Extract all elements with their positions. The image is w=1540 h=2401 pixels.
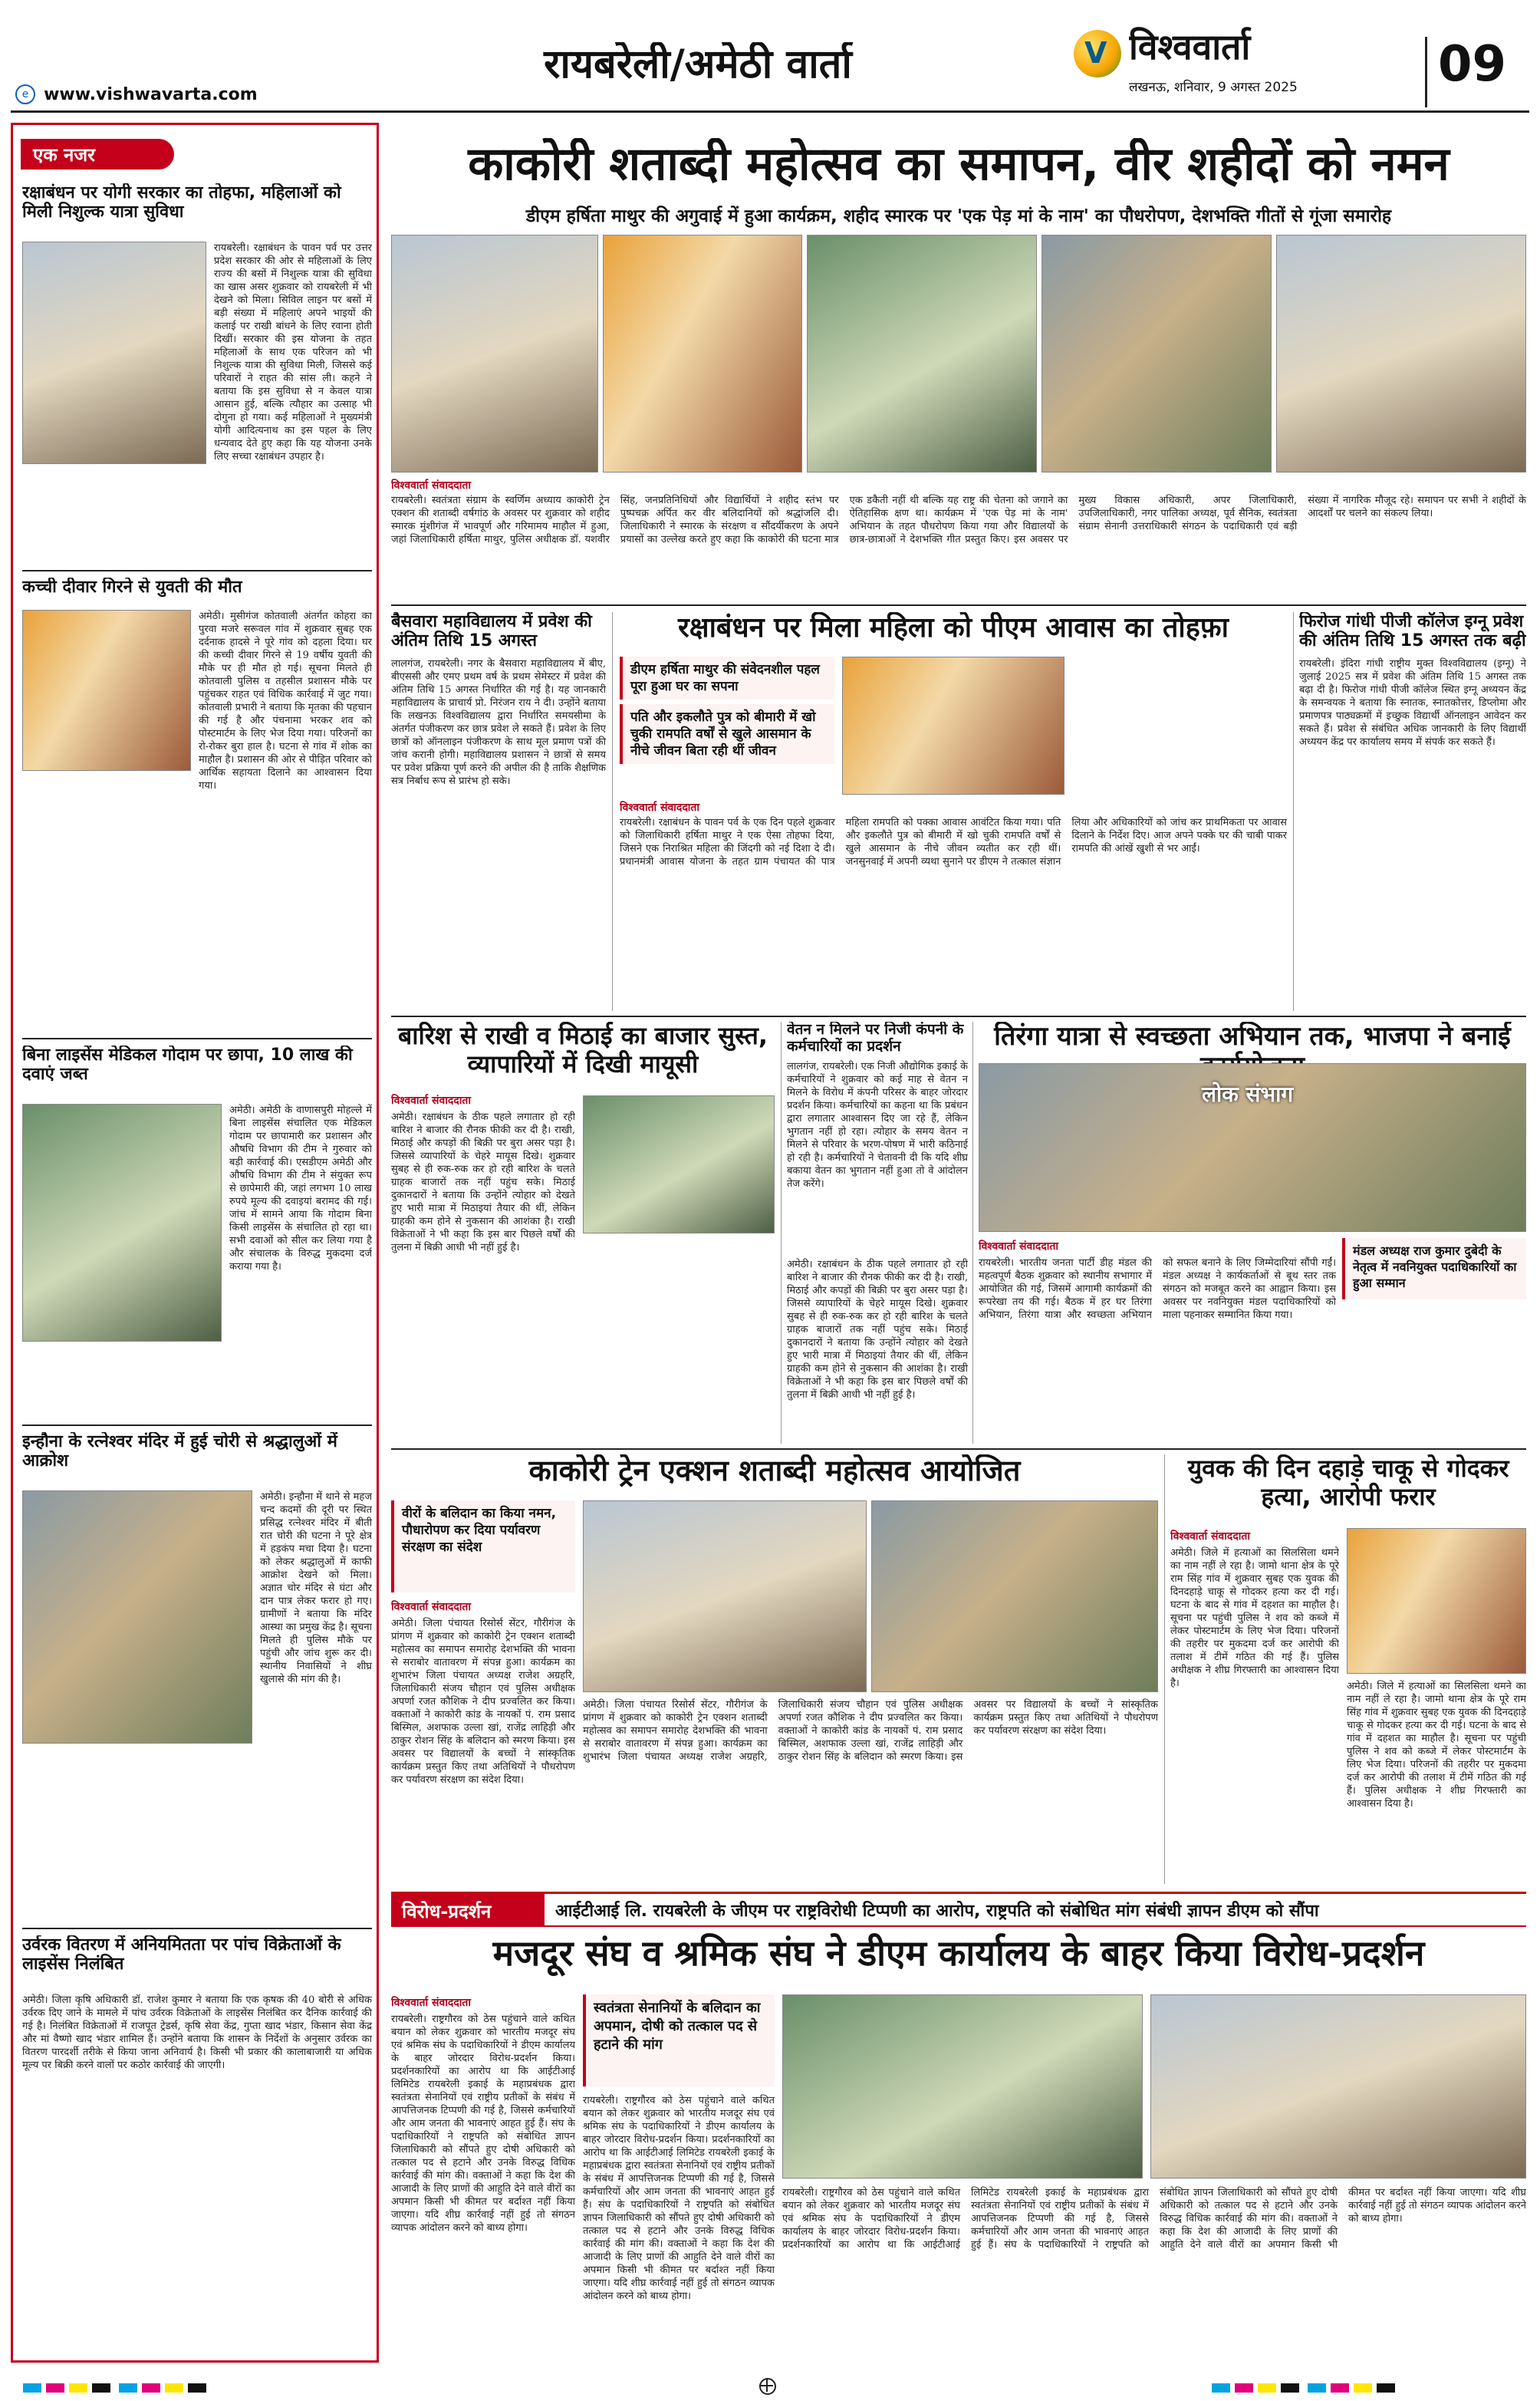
lead-photo-1	[391, 235, 598, 473]
masthead-rule	[11, 110, 1529, 113]
byline: विश्ववार्ता संवाददाता	[979, 1240, 1059, 1253]
story-body: रायबरेली। भारतीय जनता पार्टी डीह मंडल की महत्वपूर्ण बैठक शुक्रवार को स्थानीय सभागार में आयोजित की गई, जिसमें आगामी कार्यक्रमों की रूपरेखा तय की गई। बैठक में हर घर तिरंगा अभियान, तिरंगा यात्रा और स्वच्छता अभियान को सफल बनाने के लिए जिम्मेदारियां सौंपी गईं। मंडल अध्यक्ष ने कार्यकर्ताओं से बूथ स्तर तक संगठन को मजबूत करने का आह्वान किया। इस अवसर पर नवनियुक्त मंडल पदाधिकारियों को माला पहनाकर सम्मानित किया गया।	[979, 1257, 1336, 1321]
sidebar-story-title: उर्वरक वितरण में अनियमितता पर पांच विक्रेताओं के लाइसेंस निलंबित	[22, 1935, 341, 1974]
registration-mark-icon	[759, 2378, 776, 2395]
byline: विश्ववार्ता संवाददाता	[391, 1601, 472, 1613]
story-firoz	[1299, 612, 1526, 1011]
story-photo	[22, 242, 206, 464]
story-body: अमेठी। जिले में हत्याओं का सिलसिला थमने का नाम नहीं ले रहा है। जामो थाना क्षेत्र के पूरे राम सिंह गांव में शुक्रवार सुबह एक युवक की दिनदहाड़े चाकू से गोदकर हत्या कर दी गई। घटना के बाद से गांव में दहशत का माहौल है। सूचना पर पहुंची पुलिस ने शव को कब्जे में लेकर पोस्टमार्टम के लिए भेज दिया। परिजनों की तहरीर पर मुकदमा दर्ज कर आरोपी की तलाश में टीमें गठित की गई हैं। पुलिस अधीक्षक ने शीघ्र गिरफ्तारी का आश्वासन दिया है।	[1170, 1547, 1339, 1689]
story-body-continued: अमेठी। जिले में हत्याओं का सिलसिला थमने का नाम नहीं ले रहा है। जामो थाना क्षेत्र के पूरे राम सिंह गांव में शुक्रवार सुबह एक युवक की दिनदहाड़े चाकू से गोदकर हत्या कर दी गई। घटना के बाद से गांव में दहशत का माहौल है। सूचना पर पहुंची पुलिस ने शव को कब्जे में लेकर पोस्टमार्टम के लिए भेज दिया। परिजनों की तहरीर पर मुकदमा दर्ज कर आरोपी की तलाश में टीमें गठित की गई हैं। पुलिस अधीक्षक ने शीघ्र गिरफ्तारी का आश्वासन दिया है।	[1347, 1681, 1526, 1810]
story-body: रायबरेली। इंदिरा गांधी राष्ट्रीय मुक्त विश्वविद्यालय (इग्नू) ने जुलाई 2025 सत्र में प्रवेश की अंतिम तिथि 15 अगस्त तक बढ़ा दी है। फिरोज गांधी पीजी कॉलेज स्थित इग्नू अध्ययन केंद्र के समन्वयक ने बताया कि स्नातक, स्नातकोत्तर, डिप्लोमा और प्रमाणपत्र पाठ्यक्रमों में इच्छुक विद्यार्थी ऑनलाइन आवेदन कर सकते हैं। प्रवेश से संबंधित अधिक जानकारी के लिए विद्यार्थी अध्ययन केंद्र पर कार्यालय समय में संपर्क कर सकते हैं।	[1299, 657, 1526, 748]
masthead	[0, 0, 1540, 115]
story-headline: फिरोज गांधी पीजी कॉलेज इग्नू प्रवेश की अंतिम तिथि 15 अगस्त तक बढ़ी	[1299, 612, 1526, 651]
virodh-photo-2	[1150, 1994, 1526, 2179]
story-byline	[979, 1238, 1163, 1253]
virodh-quote: स्वतंत्रता सेनानियों के बलिदान का अपमान, दोषी को तत्काल पद से हटाने की मांग	[583, 1994, 775, 2086]
byline: विश्ववार्ता संवाददाता	[391, 1095, 472, 1107]
story-byline	[620, 799, 834, 815]
story-kakoritrain	[391, 1454, 1158, 1884]
sidebar-story-title: इन्हौना के रत्नेश्वर मंदिर में हुई चोरी से श्रद्धालुओं में आक्रोश	[22, 1432, 337, 1471]
sidebar-story-body: अमेठी। जिला कृषि अधिकारी डॉ. राजेश कुमार ने बताया कि एक कृषक की 40 बोरी से अधिक उर्वरक दिए जाने के मामले में पांच उर्वरक विक्रेताओं के लाइसेंस निलंबित कर दैनिक कार्रवाई की गई है। निलंबित विक्रेताओं में राजपूत ट्रेडर्स, कृषि सेवा केंद्र, गुप्ता खाद भंडार, किसान सेवा केंद्र और मां वैष्णो खाद भंडार शामिल हैं। उन्होंने बताया कि शासन के निर्देशों के अनुसार उर्वरक का वितरण पारदर्शी तरीके से किया जाना अनिवार्य है। किसी भी प्रकार की कालाबाजारी या अधिक मूल्य पर बिक्री करने वालों पर कठोर कार्रवाई की जाएगी।	[22, 1994, 372, 2071]
story-headline: बैसवारा महाविद्यालय में प्रवेश की अंतिम तिथि 15 अगस्त	[391, 612, 592, 651]
story-photo	[1347, 1528, 1526, 1674]
lead-photo-2	[603, 235, 802, 473]
vrule	[781, 1022, 782, 1444]
byline: विश्ववार्ता संवाददाता	[391, 479, 472, 492]
virodh-strap	[391, 1892, 1526, 1927]
story-photo	[842, 657, 1065, 795]
lead-photo-5	[1276, 235, 1526, 473]
virodh-body: रायबरेली। राष्ट्रगौरव को ठेस पहुंचाने वाले कथित बयान को लेकर शुक्रवार को भारतीय मजदूर संघ एवं श्रमिक संघ के पदाधिकारियों ने डीएम कार्यालय के बाहर जोरदार विरोध-प्रदर्शन किया। प्रदर्शनकारियों का आरोप था कि आईटीआई लिमिटेड रायबरेली इकाई के महाप्रबंधक द्वारा स्वतंत्रता सेनानियों एवं राष्ट्रीय प्रतीकों के संबंध में आपत्तिजनक टिप्पणी की गई है, जिससे कर्मचारियों और आम जनता की भावनाएं आहत हुई हैं। संघ के पदाधिकारियों ने राष्ट्रपति को संबोधित ज्ञापन जिलाधिकारी को सौंपते हुए दोषी अधिकारी को तत्काल पद से हटाने और उनके विरुद्ध विधिक कार्रवाई की मांग की। वक्ताओं ने कहा कि देश की आजादी के लिए प्राणों की आहुति देने वाले वीरों का अपमान किसी भी कीमत पर बर्दाश्त नहीं किया जाएगा। यदि शीघ्र कार्रवाई नहीं हुई तो संगठन व्यापक आंदोलन करने को बाध्य होगा।	[391, 2014, 575, 2234]
sidebar-story-body: रायबरेली। रक्षाबंधन के पावन पर्व पर उत्तर प्रदेश सरकार की ओर से महिलाओं के लिए राज्य की बसों में निशुल्क यात्रा की सुविधा का खास असर शुक्रवार को रायबरेली में भी देखने को मिला। सिविल लाइन पर बसों में बड़ी संख्या में महिलाएं अपने भाइयों की कलाई पर राखी बांधने के लिए रवाना होती दिखीं। सरकार की इस योजना के तहत महिलाओं के साथ एक परिजन को भी निशुल्क यात्रा की सुविधा मिली, जिससे कई परिवारों ने राहत की सांस ली। कहने ने बताया कि इस सुविधा से न केवल यात्रा आसान हुई, बल्कि त्यौहार का उत्साह भी दोगुना हो गया। कई महिलाओं ने मुख्यमंत्री योगी आदित्यनाथ का इस पहल के लिए धन्यवाद देते हुए कहा कि यह योजना उनके लिए सच्चा रक्षाबंधन उपहार है।	[214, 242, 372, 463]
virodh-label: विरोध-प्रदर्शन	[402, 1901, 492, 1922]
sidebar-story-body: अमेठी। अमेठी के वाणासपुरी मोहल्ले में बिना लाइसेंस संचालित एक मेडिकल गोदाम पर छापामारी कर प्रशासन और औषधि विभाग की टीम ने गुरुवार को बड़ी कार्रवाई की। एसडीएम अमेठी और औषधि विभाग की टीम ने संयुक्त रूप से छापेमारी की, जहां लगभग 10 लाख रुपये मूल्य की दवाइयां बरामद की गई। जांच में सामने आया कि गोदाम बिना किसी लाइसेंस के संचालित हो रहा था। सभी दवाओं को सील कर लिया गया है और संचालक के विरुद्ध मुकदमा दर्ज कराया गया है।	[229, 1105, 372, 1273]
story-headline: रक्षाबंधन पर मिला महिला को पीएम आवास का तोहफ़ा	[678, 612, 1229, 644]
story-headline: तिरंगा यात्रा से स्वच्छता अभियान तक, भाजपा ने बनाई	[994, 1022, 1511, 1052]
story-photo	[22, 1104, 222, 1342]
lead-photo-4	[1041, 235, 1272, 473]
story-baiswara	[391, 612, 606, 1011]
story-photo	[22, 610, 191, 771]
vrule	[1293, 612, 1294, 1011]
story-chaku	[1170, 1454, 1526, 1884]
divider	[22, 570, 372, 571]
story-baarish	[391, 1022, 775, 1444]
section-title: रायबरेली/अमेठी वार्ता	[544, 42, 852, 87]
story-body: अमेठी। जिला पंचायत रिसोर्स सेंटर, गौरीगंज के प्रांगण में शुक्रवार को काकोरी ट्रेन एक्शन शताब्दी महोत्सव का समापन समारोह देशभक्ति की भावना से सराबोर वातावरण में संपन्न हुआ। कार्यक्रम का शुभारंभ जिला पंचायत अध्यक्ष राजेश अग्रहरि, जिलाधिकारी संजय चौहान एवं पुलिस अधीक्षक अपर्णा रजत कौशिक ने दीप प्रज्वलित कर किया। वक्ताओं ने काकोरी कांड के नायकों पं. राम प्रसाद बिस्मिल, अशफाक उल्ला खां, राजेंद्र लाहिड़ी और ठाकुर रोशन सिंह के बलिदान को स्मरण किया। इस अवसर पर विद्यालयों के बच्चों ने सांस्कृतिक कार्यक्रम प्रस्तुत किए तथा अतिथियों ने पौधरोपण कर पर्यावरण संरक्षण का संदेश दिया।	[391, 1618, 575, 1786]
page-number: 09	[1438, 37, 1507, 93]
divider	[22, 1038, 372, 1039]
story-awas	[620, 612, 1287, 1011]
sidebar-story-title: कच्ची दीवार गिरने से युवती की मौत	[22, 578, 242, 597]
url-row[interactable]	[15, 84, 399, 107]
story-bullets	[620, 657, 834, 772]
story-body: रायबरेली। रक्षाबंधन के पावन पर्व के एक दिन पहले शुक्रवार को जिलाधिकारी हर्षिता माथुर ने एक ऐसा तोहफा दिया, जिसने एक निराश्रित महिला की जिंदगी को नई दिशा दे दी। प्रधानमंत्री आवास योजना के तहत ग्राम पंचायत की पात्र महिला रामपति को पक्का आवास आवंटित किया गया। पति और इकलौते पुत्र को बीमारी में खो चुकी रामपति वर्षों से खुले आसमान के नीचे जीवन व्यतीत कर रही थीं। जनसुनवाई में अपनी व्यथा सुनाने पर डीएम ने तत्काल संज्ञान लिया और अधिकारियों को जांच कर प्राथमिकता पर आवास दिलाने के निर्देश दिए। आज अपने पक्के घर की चाबी पाकर रामपति की आंखें खुशी से भर आईं।	[620, 817, 1287, 868]
sidebar-story-body: अमेठी। इन्हौना में थाने से महज चन्द कदमों की दूरी पर स्थित प्रसिद्ध रत्नेश्वर मंदिर में बीती रात चोरी की घटना ने पूरे क्षेत्र में हड़कंप मचा दिया है। घटना को लेकर श्रद्धालुओं में काफी आक्रोश देखने को मिला। अज्ञात चोर मंदिर से घंटा और दान पात्र लेकर फरार हो गए। ग्रामीणों ने बताया कि मंदिर आस्था का प्रमुख केंद्र है। सूचना मिलते ही पुलिस मौके पर पहुंची और जांच शुरू कर दी। स्थानीय निवासियों ने शीघ्र खुलासे की मांग की है।	[260, 1491, 372, 1685]
story-headline: बारिश से राखी व मिठाई का बाजार सुस्त, व्यापारियों में दिखी मायूसी	[398, 1022, 768, 1079]
story-byline	[1170, 1528, 1339, 1543]
sidebar-story-title: बिना लाइसेंस मेडिकल गोदाम पर छापा, 10 लाख की दवाएं जब्त	[22, 1046, 353, 1085]
virodh-strap-text: आईटीआई लि. रायबरेली के जीएम पर राष्ट्रविरोधी टिप्पणी का आरोप, राष्ट्रपति को संबोधित मांग संबंधी ज्ञापन डीएम को सौंपा	[555, 1902, 1319, 1921]
story-photo	[583, 1500, 867, 1692]
divider	[391, 604, 1526, 606]
story-bullet: वीरों के बलिदान का किया नमन, पौधारोपण कर दिया पर्यावरण संरक्षण का संदेश	[391, 1500, 575, 1592]
divider	[22, 1928, 372, 1929]
virodh-body-columns: रायबरेली। राष्ट्रगौरव को ठेस पहुंचाने वाले कथित बयान को लेकर शुक्रवार को भारतीय मजदूर संघ एवं श्रमिक संघ के पदाधिकारियों ने डीएम कार्यालय के बाहर जोरदार विरोध-प्रदर्शन किया। प्रदर्शनकारियों का आरोप था कि आईटीआई लिमिटेड रायबरेली इकाई के महाप्रबंधक द्वारा स्वतंत्रता सेनानियों एवं राष्ट्रीय प्रतीकों के संबंध में आपत्तिजनक टिप्पणी की गई है, जिससे कर्मचारियों और आम जनता की भावनाएं आहत हुई हैं। संघ के पदाधिकारियों ने राष्ट्रपति को संबोधित ज्ञापन जिलाधिकारी को सौंपते हुए दोषी अधिकारी को तत्काल पद से हटाने और उनके विरुद्ध विधिक कार्रवाई की मांग की। वक्ताओं ने कहा कि देश की आजादी के लिए प्राणों की आहुति देने वाले वीरों का अपमान किसी भी कीमत पर बर्दाश्त नहीं किया जाएगा। यदि शीघ्र कार्रवाई नहीं हुई तो संगठन व्यापक आंदोलन करने को बाध्य होगा।	[782, 2187, 1526, 2251]
story-body: लालगंज, रायबरेली। नगर के बैसवारा महाविद्यालय में बीए, बीएससी और एमए प्रथम वर्ष के प्रथम सेमेस्टर में प्रवेश की अंतिम तिथि 15 अगस्त निर्धारित की गई है। यह जानकारी महाविद्यालय के प्राचार्य प्रो. निरंजन राय ने दी। उन्होंने बताया कि लखनऊ विश्वविद्यालय द्वारा निर्धारित समयसीमा के अंतर्गत पंजीकरण कर छात्र प्रवेश ले सकते हैं। प्रवेश के लिए छात्रों को ऑनलाइन पंजीकरण के साथ मूल प्रमाण पत्रों की जांच करानी होगी। महाविद्यालय प्रशासन ने छात्रों से समय पर प्रवेश प्रक्रिया पूर्ण करने की अपील की है ताकि शैक्षणिक सत्र निर्बाध रूप से प्रारंभ हो सके।	[391, 657, 606, 787]
divider	[391, 1016, 1526, 1017]
story-bullet: डीएम हर्षिता माथुर की संवेदनशील पहल पूरा हुआ घर का सपना	[620, 657, 834, 700]
byline: विश्ववार्ता संवाददाता	[1170, 1530, 1251, 1543]
story-bullet: मंडल अध्यक्ष राज कुमार दुबेदी के नेतृत्व में नवनियुक्त पदाधिकारियों का हुआ सम्मान	[1342, 1238, 1526, 1299]
vrule	[1164, 1454, 1165, 1884]
story-body-continued: अमेठी। रक्षाबंधन के ठीक पहले लगातार हो रही बारिश ने बाजार की रौनक फीकी कर दी है। राखी, मिठाई और कपड़ों की बिक्री पर बुरा असर पड़ा है। जिससे व्यापारियों के चेहरे मायूस दिखे। शुक्रवार सुबह से ही रुक-रुक कर हो रही बारिश के चलते ग्राहक बाजारों तक नहीं पहुंच सके। मिठाई दुकानदारों ने बताया कि उन्होंने त्योहार को देखते हुए भारी मात्रा में मिठाइयां तैयार की थीं, लेकिन ग्राहकी कम होने से नुकसान की आशंका है। राखी विक्रेताओं ने भी कहा कि इस बार पिछले वर्षों की तुलना में बिक्री आधी भी नहीं हुई है।	[787, 1259, 968, 1401]
color-bar	[1212, 2381, 1519, 2393]
virodh-label-tab	[391, 1894, 545, 1925]
sidebar-heading-tab	[21, 139, 174, 170]
banner-text: लोक संभाग	[1202, 1082, 1294, 1107]
story-tiranga	[979, 1022, 1526, 1444]
lead-photo-3	[807, 235, 1037, 473]
vrule	[972, 1022, 973, 1444]
story-photo	[979, 1063, 1526, 1232]
story-photo	[871, 1500, 1158, 1692]
globe-icon: e	[15, 84, 35, 104]
vrule	[612, 612, 613, 1011]
sidebar	[11, 123, 379, 2363]
site-url[interactable]: www.vishwavarta.com	[44, 84, 258, 104]
lead-headline: काकोरी शताब्दी महोत्सव का समापन, वीर शहीदों को नमन	[468, 138, 1450, 191]
virodh-headline: मजदूर संघ व श्रमिक संघ ने डीएम कार्यालय के बाहर किया विरोध-प्रदर्शन	[492, 1933, 1425, 1974]
brand-logo-icon: V	[1074, 30, 1121, 77]
lead-byline	[391, 477, 545, 492]
byline: विश्ववार्ता संवाददाता	[620, 802, 700, 814]
story-photo	[22, 1490, 252, 1744]
story-byline	[391, 1994, 575, 2010]
sidebar-story-body: अमेठी। मुसीगंज कोतवाली अंतर्गत कोहरा का पुरवा मजरे सरूवल गांव में शुक्रवार सुबह एक दर्दनाक हादसे ने पूरे गांव को दहला दिया। घर की कच्ची दीवार गिरने से 19 वर्षीय युवती की मौके पर ही मौत हो गई। सूचना मिलते ही कोतवाली पुलिस व तहसील प्रशासन मौके पर पहुंचकर राहत एवं विधिक कार्रवाई में जुट गया। कोतवाली प्रभारी ने बताया कि मृतका की पहचान की गई है और पंचनामा भरकर शव को पोस्टमार्टम के लिए भेज दिया गया। परिजनों का रो-रोकर बुरा हाल है। घटना से गांव में शोक का माहौल है। प्रशासन की ओर से पीड़ित परिवार को आर्थिक सहायता दिलाने का आश्वासन दिया गया।	[199, 611, 372, 792]
color-bar	[23, 2381, 330, 2393]
story-byline	[391, 1092, 575, 1108]
story-byline	[391, 1599, 575, 1614]
lead-subhead: डीएम हर्षिता माथुर की अगुवाई में हुआ कार्यक्रम, शहीद स्मारक पर 'एक पेड़ मां के नाम' का पौधरोपण, देशभक्ति गीतों से गूंजा समारोह	[525, 206, 1392, 226]
brand-block	[1074, 27, 1411, 104]
lead-body: रायबरेली। स्वतंत्रता संग्राम के स्वर्णिम अध्याय काकोरी ट्रेन एक्शन की शताब्दी वर्षगांठ के अवसर पर शुक्रवार को शहीद स्मारक मुंशीगंज में भावपूर्ण और गरिमामय माहौल में हुआ, जहां जिलाधिकारी हर्षिता माथुर, पुलिस अधीक्षक डॉ. यशवीर सिंह, जनप्रतिनिधियों और विद्यार्थियों ने शहीद स्तंभ पर पुष्पचक्र अर्पित कर वीर बलिदानियों को श्रद्धांजलि दी। जिलाधिकारी ने स्मारक के संरक्षण व सौंदर्यीकरण के अपने प्रयासों का उल्लेख करते हुए कहा कि काकोरी की घटना मात्र एक डकैती नहीं थी बल्कि यह राष्ट्र की चेतना को जगाने का ऐतिहासिक क्षण था। कार्यक्रम में 'एक पेड़ मां के नाम' अभियान के तहत पौधरोपण किया गया और विद्यालयों के छात्र-छात्राओं ने देशभक्ति गीत प्रस्तुत किए। इस अवसर पर मुख्य विकास अधिकारी, अपर जिलाधिकारी, उपजिलाधिकारी, नगर पालिका अध्यक्ष, पूर्व सैनिक, स्वतंत्रता संग्राम सेनानी उत्तराधिकारी संगठन के पदाधिकारी एवं बड़ी संख्या में नागरिक मौजूद रहे। समापन पर सभी ने शहीदों के आदर्शों पर चलने का संकल्प लिया।	[391, 495, 1526, 545]
story-body: लालगंज, रायबरेली। एक निजी औद्योगिक इकाई के कर्मचारियों ने शुक्रवार को कई माह से वेतन न मिलने के विरोध में कंपनी परिसर के बाहर जोरदार प्रदर्शन किया। कर्मचारियों का कहना था कि प्रबंधन द्वारा लगातार आश्वासन दिए जा रहे हैं, लेकिन भुगतान नहीं हो रहा। त्योहार के समय वेतन न मिलने से परिवार के भरण-पोषण में भारी कठिनाई हो रही है। कर्मचारियों ने चेतावनी दी कि यदि शीघ्र बकाया वेतन का भुगतान नहीं हुआ तो वे आंदोलन तेज करेंगे।	[787, 1060, 968, 1190]
story-headline: वेतन न मिलने पर निजी कंपनी के कर्मचारियों का प्रदर्शन	[787, 1022, 964, 1055]
story-bullet: पति और इकलौते पुत्र को बीमारी में खो चुकी रामपति वर्षों से खुले आसमान के नीचे जीवन बिता रही थीं जीवन	[620, 704, 834, 764]
page-number-box	[1425, 37, 1517, 107]
virodh-body-continued: रायबरेली। राष्ट्रगौरव को ठेस पहुंचाने वाले कथित बयान को लेकर शुक्रवार को भारतीय मजदूर संघ एवं श्रमिक संघ के पदाधिकारियों ने डीएम कार्यालय के बाहर जोरदार विरोध-प्रदर्शन किया। प्रदर्शनकारियों का आरोप था कि आईटीआई लिमिटेड रायबरेली इकाई के महाप्रबंधक द्वारा स्वतंत्रता सेनानियों एवं राष्ट्रीय प्रतीकों के संबंध में आपत्तिजनक टिप्पणी की गई है, जिससे कर्मचारियों और आम जनता की भावनाएं आहत हुई हैं। संघ के पदाधिकारियों ने राष्ट्रपति को संबोधित ज्ञापन जिलाधिकारी को सौंपते हुए दोषी अधिकारी को तत्काल पद से हटाने और उनके विरुद्ध विधिक कार्रवाई की मांग की। वक्ताओं ने कहा कि देश की आजादी के लिए प्राणों की आहुति देने वाले वीरों का अपमान किसी भी कीमत पर बर्दाश्त नहीं किया जाएगा। यदि शीघ्र कार्रवाई नहीं हुई तो संगठन व्यापक आंदोलन करने को बाध्य होगा।	[583, 2095, 775, 2302]
divider	[22, 1424, 372, 1426]
virodh-photo-1	[782, 1994, 1143, 2179]
story-headline: काकोरी ट्रेन एक्शन शताब्दी महोत्सव आयोजित	[528, 1454, 1021, 1487]
byline: विश्ववार्ता संवाददाता	[391, 1997, 472, 2009]
divider	[391, 1448, 1526, 1450]
sidebar-story-title: रक्षाबंधन पर योगी सरकार का तोहफा, महिलाओं को मिली निशुल्क यात्रा सुविधा	[22, 183, 341, 222]
dateline: लखनऊ, शनिवार, 9 अगस्त 2025	[1129, 80, 1298, 95]
story-body: अमेठी। रक्षाबंधन के ठीक पहले लगातार हो रही बारिश ने बाजार की रौनक फीकी कर दी है। राखी, मिठाई और कपड़ों की बिक्री पर बुरा असर पड़ा है। जिससे व्यापारियों के चेहरे मायूस दिखे। शुक्रवार सुबह से ही रुक-रुक कर हो रही बारिश के चलते ग्राहक बाजारों तक नहीं पहुंच सके। मिठाई दुकानदारों ने बताया कि उन्होंने त्योहार को देखते हुए भारी मात्रा में मिठाइयां तैयार की थीं, लेकिन ग्राहकी कम होने से नुकसान की आशंका है। राखी विक्रेताओं ने भी कहा कि इस बार पिछले वर्षों की तुलना में बिक्री आधी भी नहीं हुई है।	[391, 1112, 575, 1253]
story-headline: युवक की दिन दहाड़े चाकू से गोदकर हत्या, आरोपी फरार	[1187, 1454, 1509, 1511]
story-body-continued: अमेठी। जिला पंचायत रिसोर्स सेंटर, गौरीगंज के प्रांगण में शुक्रवार को काकोरी ट्रेन एक्शन शताब्दी महोत्सव का समापन समारोह देशभक्ति की भावना से सराबोर वातावरण में संपन्न हुआ। कार्यक्रम का शुभारंभ जिला पंचायत अध्यक्ष राजेश अग्रहरि, जिलाधिकारी संजय चौहान एवं पुलिस अधीक्षक अपर्णा रजत कौशिक ने दीप प्रज्वलित कर किया। वक्ताओं ने काकोरी कांड के नायकों पं. राम प्रसाद बिस्मिल, अशफाक उल्ला खां, राजेंद्र लाहिड़ी और ठाकुर रोशन सिंह के बलिदान को स्मरण किया। इस अवसर पर विद्यालयों के बच्चों ने सांस्कृतिक कार्यक्रम प्रस्तुत किए तथा अतिथियों ने पौधरोपण कर पर्यावरण संरक्षण का संदेश दिया।	[583, 1699, 1158, 1763]
story-vetan	[787, 1022, 968, 1252]
story-photo	[583, 1095, 775, 1233]
sidebar-heading: एक नजर	[33, 144, 96, 166]
brand-name: विश्ववार्ता	[1129, 27, 1251, 68]
